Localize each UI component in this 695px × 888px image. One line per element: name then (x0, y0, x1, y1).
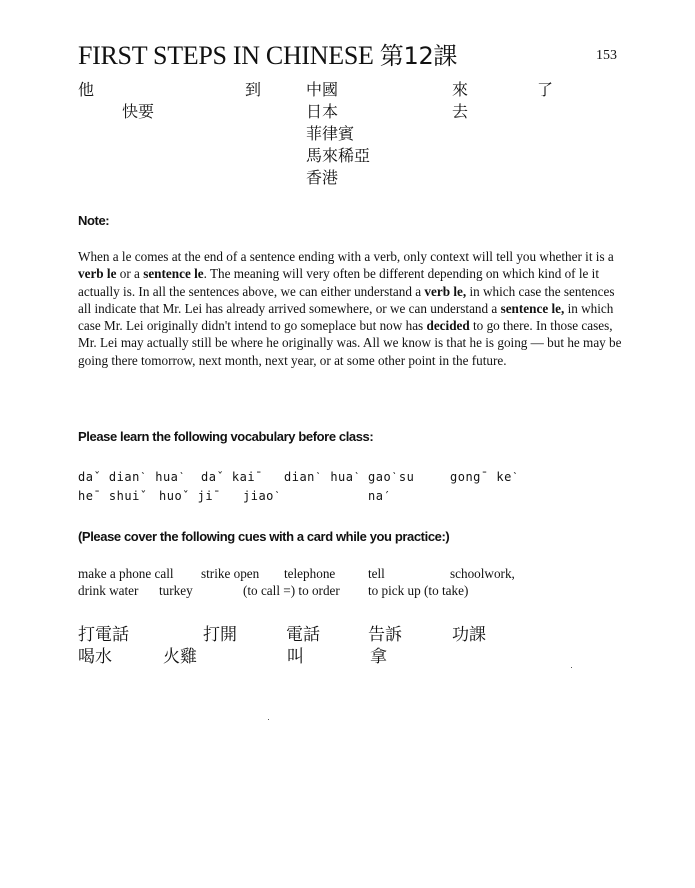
note-paragraph: When a le comes at the end of a sentence ending with a verb, only context will tell you whether it is a verb le or a sentence le. The meaning will very often be different depending on which kind of le it actually is. In all the sentences above, we can either understand a verb le, in which case the sentences all indicate that Mr. Lei has already arrived somewhere, or we can understand a sentence le, in which case Mr. Lei originally didn't intend to go someplace but now has decided to go there. In those cases, Mr. Lei may actually still be where he originally was. All we know is that he is going — but he may be going there tomorrow, next month, next year, or at some other point in the future. (78, 249, 622, 368)
scan-speck (268, 719, 269, 720)
character-item: 告訴 (368, 625, 402, 645)
pattern-col4-item: 去 (452, 102, 469, 121)
cue-item: tell (368, 566, 385, 581)
pattern-col3-item: 日本 (306, 102, 339, 121)
character-item: 打開 (203, 625, 237, 645)
cue-item: (to call =) to order (243, 583, 340, 598)
vocab-pinyin: gong¯ keˋ (450, 470, 520, 484)
cue-item: turkey (159, 583, 193, 598)
title-text: FIRST STEPS IN CHINESE (78, 41, 374, 70)
cue-item: make a phone call (78, 566, 174, 581)
cue-item: drink water (78, 583, 139, 598)
note-heading: Note: (78, 213, 110, 228)
vocab-pinyin: jiaoˋ (243, 489, 282, 503)
character-item: 火雞 (163, 647, 197, 667)
vocab-pinyin: daˇ kai¯ (201, 470, 263, 484)
vocab-pinyin: gaoˋsu (368, 470, 415, 484)
cue-item: strike open (201, 566, 260, 581)
pattern-col3-item: 中國 (306, 80, 339, 99)
character-item: 打電話 (78, 625, 129, 645)
character-item: 叫 (287, 647, 304, 667)
character-item: 喝水 (78, 647, 112, 667)
cue-item: telephone (284, 566, 336, 581)
cue-item: to pick up (to take) (368, 583, 469, 598)
lesson-label: 第12課 (379, 42, 458, 70)
character-item: 電話 (286, 625, 320, 645)
pattern-col4-item: 來 (452, 80, 469, 99)
page-title (78, 36, 457, 71)
vocab-heading: Please learn the following vocabulary before class: (78, 429, 374, 444)
vocab-pinyin: na′ (368, 489, 392, 503)
page-number: 153 (596, 48, 617, 63)
scan-speck (571, 667, 572, 668)
pattern-col3-item: 香港 (306, 168, 339, 187)
pattern-col1-item: 快要 (122, 102, 155, 121)
vocab-pinyin: daˇ dianˋ huaˋ (78, 470, 187, 484)
pattern-col3-item: 菲律賓 (306, 124, 355, 143)
cue-item: schoolwork, (450, 566, 515, 581)
pattern-col5-item: 了 (537, 80, 554, 99)
vocab-pinyin: he¯ shuiˇ (78, 489, 148, 503)
character-item: 拿 (370, 647, 387, 667)
vocab-pinyin: dianˋ huaˋ (284, 470, 362, 484)
pattern-col2-item: 到 (245, 80, 262, 99)
cues-heading: (Please cover the following cues with a card while you practice:) (78, 529, 450, 544)
pattern-col3-item: 馬來稀亞 (306, 146, 371, 165)
pattern-col1-item: 他 (78, 80, 95, 99)
vocab-pinyin: huoˇ ji¯ (159, 489, 221, 503)
character-item: 功課 (452, 625, 486, 645)
